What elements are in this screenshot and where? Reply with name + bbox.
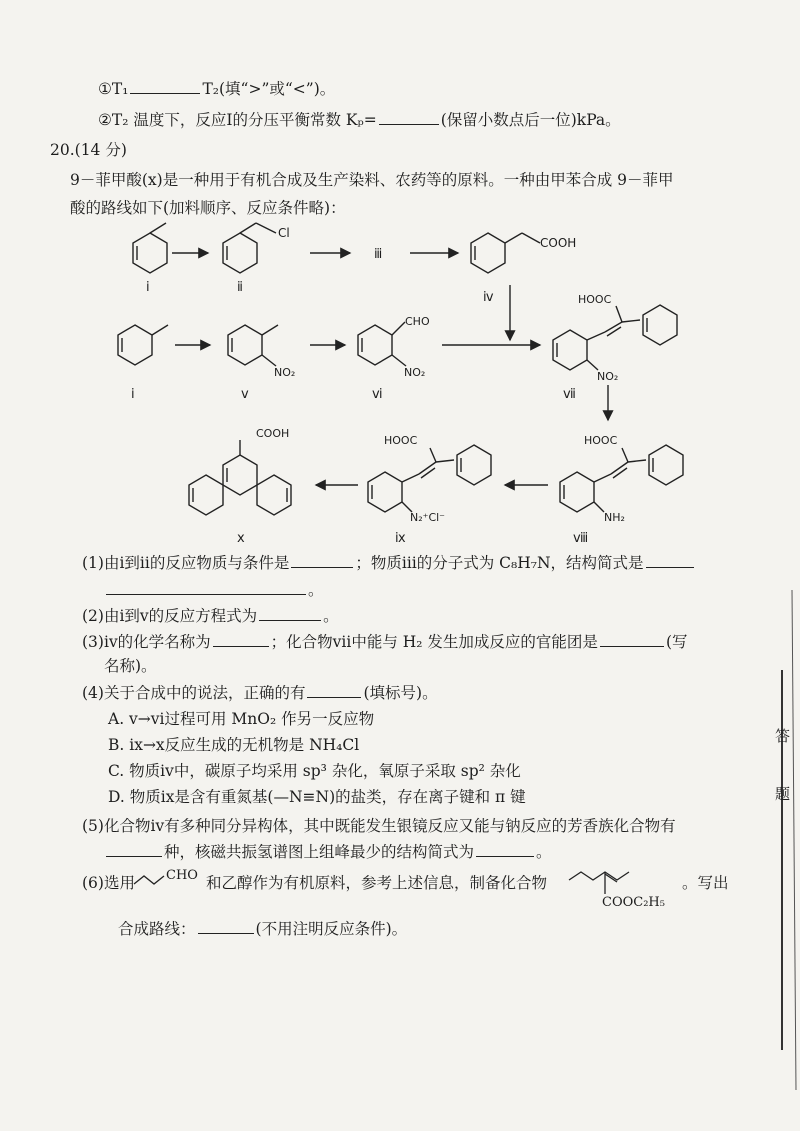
molecule-iv <box>471 233 540 273</box>
molecule-viii <box>560 445 683 512</box>
molecule-vi <box>358 322 406 366</box>
intro-line-1: 9－菲甲酸(ⅹ)是一种用于有机合成及生产染料、农药等的原料。一种由甲苯合成 9－菲甲 <box>70 171 674 189</box>
prev-item-1: ①T₁ T₂(填“>”或“<”)。 <box>98 80 336 98</box>
label-vii: ⅶ <box>563 387 576 402</box>
molecule-v <box>228 325 278 366</box>
molecule-ix <box>368 445 491 512</box>
molecule-ii <box>223 223 276 273</box>
label-viii: ⅷ <box>573 531 589 546</box>
q5-line-1: (5)化合物ⅳ有多种同分异构体，其中既能发生银镜反应又能与钠反应的芳香族化合物有 <box>82 817 676 835</box>
q4-option-d: D. 物质ⅸ是含有重氮基(—N≡N)的盐类，存在离子键和 π 键 <box>108 788 526 806</box>
q6-cho-label: CHO <box>166 868 198 883</box>
q3-line-2: 名称)。 <box>104 657 157 675</box>
group-cho-vi: CHO <box>405 315 430 328</box>
label-iii: ⅲ <box>374 247 383 262</box>
intro-line-2: 酸的路线如下(加料顺序、反应条件略)： <box>70 199 346 217</box>
group-nh2-viii: NH₂ <box>604 511 625 524</box>
q4-line: (4)关于合成中的说法，正确的有 (填标号)。 <box>82 684 438 702</box>
label-ii: ⅱ <box>237 280 243 295</box>
group-cl: Cl <box>278 226 290 240</box>
answer-blank[interactable] <box>600 632 664 647</box>
answer-blank[interactable] <box>476 842 534 857</box>
answer-blank[interactable] <box>198 919 254 934</box>
q4-option-b: B. ⅸ→ⅹ反应生成的无机物是 NH₄Cl <box>108 736 360 754</box>
label-x: ⅹ <box>237 531 245 546</box>
margin-fold <box>752 590 800 1090</box>
q6-line-1: (6)选用 <box>82 874 135 892</box>
q4-option-a: A. ⅴ→ⅵ过程可用 MnO₂ 作另一反应物 <box>108 710 375 728</box>
group-cooh-x: COOH <box>256 427 290 440</box>
molecule-i-row1 <box>133 223 167 273</box>
answer-blank[interactable] <box>307 683 361 698</box>
q6-line-2: 合成路线： (不用注明反应条件)。 <box>118 920 408 938</box>
answer-blank[interactable] <box>106 580 306 595</box>
group-cooh-iv: COOH <box>540 236 577 250</box>
q1-line-2: 。 <box>104 580 324 600</box>
prev-item-2: ②T₂ 温度下，反应Ⅰ的分压平衡常数 Kₚ= (保留小数点后一位)kPa。 <box>98 111 621 129</box>
answer-blank[interactable] <box>106 842 162 857</box>
margin-char-2: 题 <box>774 785 790 803</box>
molecule-vii <box>553 305 677 370</box>
label-iv: ⅳ <box>483 290 494 305</box>
answer-blank[interactable] <box>646 553 694 568</box>
q1-line-1: (1)由ⅰ到ⅱ的反应物质与条件是 ；物质ⅲ的分子式为 C₈H₇N，结构简式是 <box>82 553 696 573</box>
q6-text-end: 。写出 <box>682 874 729 892</box>
synthesis-scheme <box>0 0 800 560</box>
answer-blank[interactable] <box>259 606 321 621</box>
label-vi: ⅵ <box>372 387 383 402</box>
q2-line: (2)由ⅰ到ⅴ的反应方程式为 。 <box>82 607 339 625</box>
answer-blank[interactable] <box>213 632 269 647</box>
answer-blank[interactable] <box>291 553 353 568</box>
molecule-i-row2 <box>118 325 168 365</box>
group-hooc-ix: HOOC <box>384 434 418 447</box>
margin-char-1: 答 <box>774 727 790 745</box>
group-n2cl-ix: N₂⁺Cl⁻ <box>410 511 445 524</box>
question-header: 20.(14 分) <box>50 141 127 159</box>
q5-line-2: 种，核磁共振氢谱图上组峰最少的结构简式为 。 <box>104 842 552 862</box>
group-no2-v: NO₂ <box>274 366 296 379</box>
label-i: ⅰ <box>146 280 150 295</box>
group-no2-vi: NO₂ <box>404 366 426 379</box>
label-i-2: ⅰ <box>131 387 135 402</box>
group-hooc-viii: HOOC <box>584 434 618 447</box>
q6-cooc2h5-label: COOC₂H₅ <box>602 895 665 910</box>
label-ix: ⅸ <box>395 531 406 546</box>
group-hooc-vii: HOOC <box>578 293 612 306</box>
group-no2-vii: NO₂ <box>597 370 619 383</box>
label-v: ⅴ <box>241 387 249 402</box>
q6-text: 和乙醇作为有机原料，参考上述信息，制备化合物 <box>206 874 548 892</box>
molecule-x <box>189 440 291 515</box>
q3-line-1: (3)ⅳ的化学名称为 ；化合物ⅶ中能与 H₂ 发生加成反应的官能团是 (写 <box>82 633 688 651</box>
q4-option-c: C. 物质ⅳ中，碳原子均采用 sp³ 杂化，氧原子采取 sp² 杂化 <box>108 762 521 780</box>
